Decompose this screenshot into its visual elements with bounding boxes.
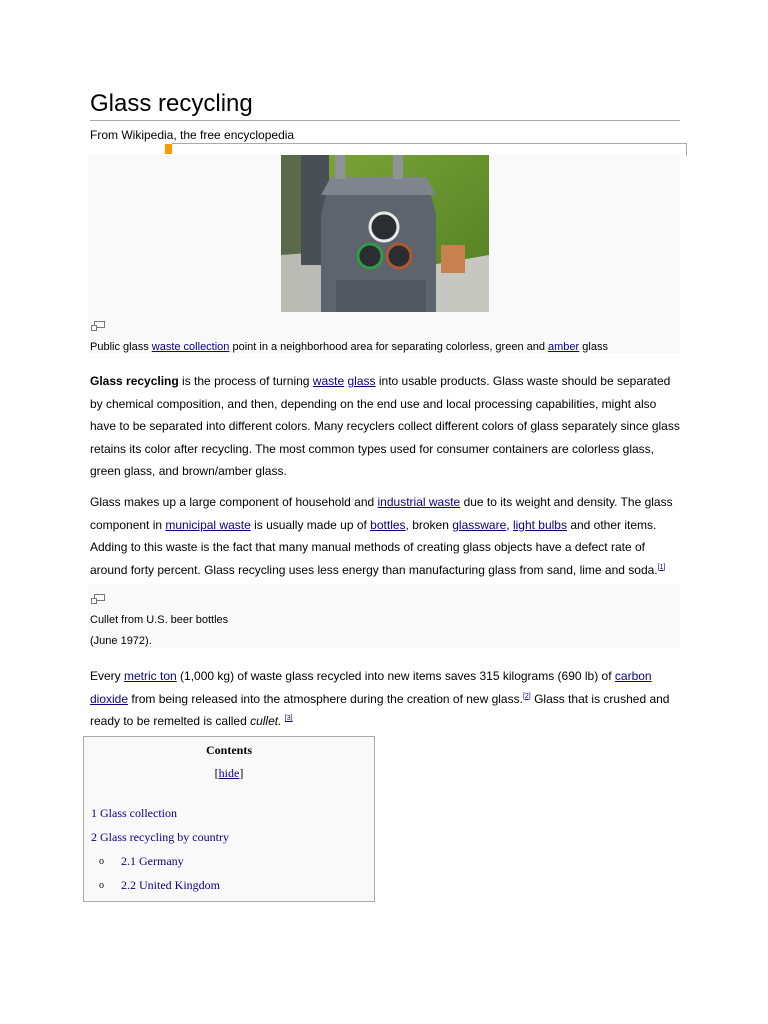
magnify-icon[interactable] <box>91 594 105 604</box>
table-of-contents <box>83 736 375 902</box>
reference-2-link[interactable]: [2] <box>522 692 531 700</box>
metric-ton-link[interactable]: metric ton <box>124 669 177 683</box>
glassware-link[interactable]: glassware <box>452 517 507 532</box>
bottles-link[interactable]: bottles <box>370 517 406 532</box>
reference-3-link[interactable]: [3] <box>284 715 293 722</box>
reference-1-link[interactable]: [1] <box>657 563 666 571</box>
industrial-waste-link[interactable]: industrial waste <box>377 495 461 509</box>
amber-link[interactable]: amber <box>548 341 580 353</box>
toc-item-recycling-by-country[interactable]: 2 Glass recycling by country <box>91 830 229 844</box>
paragraph-intro: Glass recycling is the process of turning waste glass into usable products. Glass waste should be separated by chemical composition, and then, depending on the end use and local processing capabilities, might also have to be separated into different colors. Many recyclers collect different colors of glass separately since glass retains its color after recycling. The most common types used for consumer containers are colorless glass, green glass, and brown/amber glass. <box>90 374 680 478</box>
figure2-caption-line2: (June 1972). <box>90 635 152 647</box>
waste-link[interactable]: waste <box>312 374 345 388</box>
toc-item-glass-collection[interactable]: 1 Glass collection <box>91 806 177 820</box>
page-title: Glass recycling <box>90 88 680 121</box>
edit-marker <box>165 144 172 154</box>
tagline: From Wikipedia, the free encyclopedia <box>90 128 295 142</box>
toc-hide-link[interactable]: hide <box>218 766 240 780</box>
waste-collection-link[interactable]: waste collection <box>151 341 230 353</box>
magnify-icon[interactable] <box>91 321 105 331</box>
toc-title: Contents <box>205 743 252 757</box>
carbon-dioxide-link[interactable]: carbon dioxide <box>90 669 652 706</box>
municipal-waste-link[interactable]: municipal waste <box>165 517 251 532</box>
glass-link[interactable]: glass <box>347 374 376 388</box>
figure2-caption-line1: Cullet from U.S. beer bottles <box>90 614 229 626</box>
light-bulbs-link[interactable]: light bulbs <box>512 517 567 532</box>
toc-item-germany[interactable]: 2.1 Germany <box>121 854 184 868</box>
toc-bullet: o <box>99 856 104 867</box>
recycling-bin-photo[interactable] <box>281 155 489 312</box>
toc-hide-toggle: [hide] <box>214 766 244 780</box>
toc-bullet: o <box>99 880 104 891</box>
toc-item-united-kingdom[interactable]: 2.2 United Kingdom <box>121 878 220 892</box>
paragraph-cullet: Every metric ton (1,000 kg) of waste glass recycled into new items saves 315 kilograms (690 lb) of carbon dioxide from being released into the atmosphere during the creation of new glass.[2] Glass that is crushed and ready to be remelted is called cullet. [3] <box>90 669 670 728</box>
paragraph-composition: Glass makes up a large component of household and industrial waste due to its weight and density. The glass component in municipal waste is usually made up of bottles, broken glassware, light bulbs and other items. Adding to this waste is the fact that many manual methods of creating glass objects have a defect rate of around forty percent. Glass recycling uses less energy than manufacturing glass from sand, lime and soda.[1] <box>90 495 673 577</box>
figure1-caption: Public glass waste collection point in a neighborhood area for separating colorless, green and amber glass <box>90 341 608 353</box>
